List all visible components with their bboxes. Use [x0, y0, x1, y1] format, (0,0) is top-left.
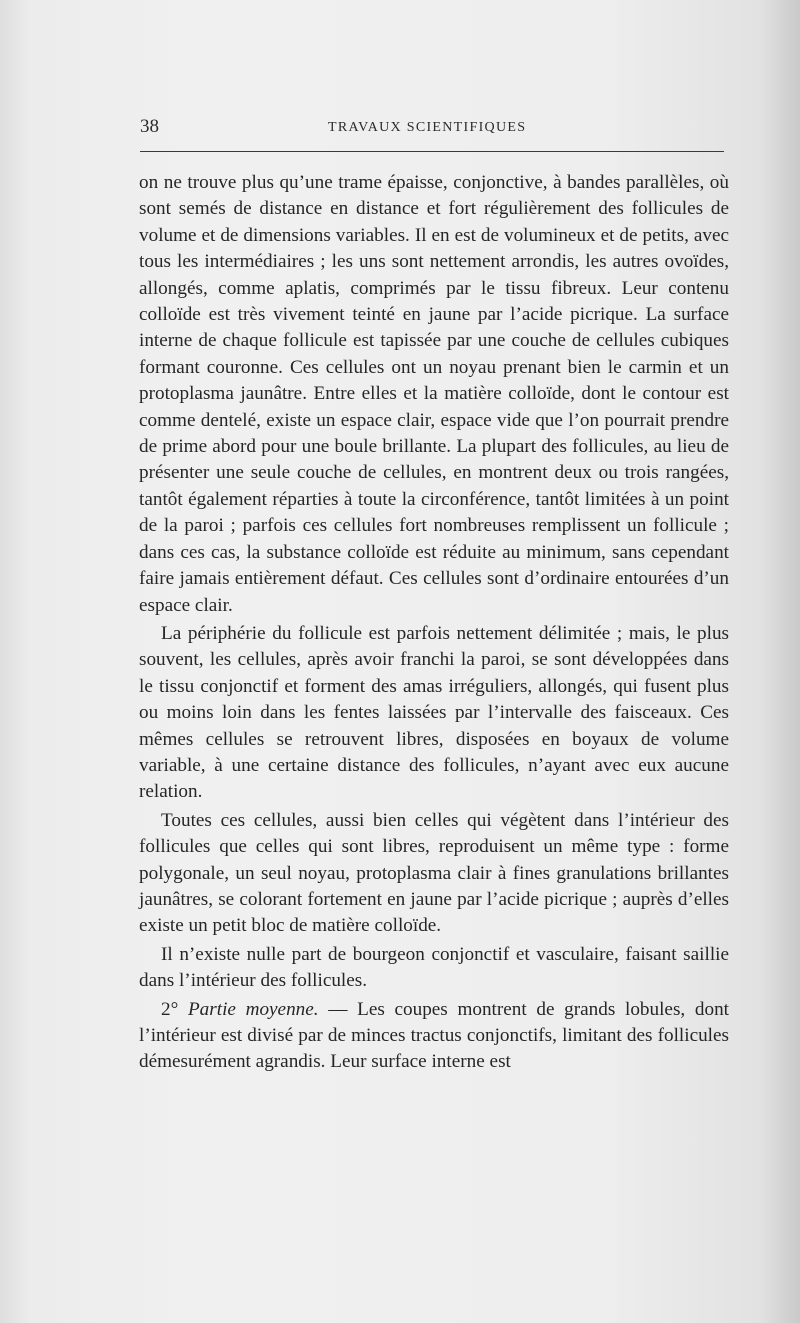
body-text: [139, 170, 729, 1076]
page-header: [140, 112, 725, 142]
paragraph: Toutes ces cellules, aussi bien celles qui végètent dans l’intérieur des follicules que celles qui sont libres, reproduisent un même type : forme polygonale, un seul noyau, protoplasma clair à fines granulations brillantes jaunâtres, se colorant fortement en jaune par l’acide picrique ; auprès d’elles existe un petit bloc de matière colloïde.: [139, 809, 729, 937]
header-rule: [140, 151, 724, 152]
running-title: TRAVAUX SCIENTIFIQUES: [328, 120, 527, 135]
paragraph: on ne trouve plus qu’une trame épaisse, conjonctive, à bandes parallèles, où sont semés de distance en distance et fort régulièrement des follicules de volume et de dimensions variables. Il en est de volumineux et de petits, avec tous les intermédiaires ; les uns sont nettement arrondis, les autres ovoïdes, allongés, comme aplatis, comprimés par le tissu fibreux. Leur contenu colloïde est très vivement teinté en jaune par l’acide picrique. La surface interne de chaque follicule est tapissée par une couche de cellules cubiques formant couronne. Ces cellules ont un noyau prenant bien le carmin et un protoplasma jaunâtre. Entre elles et la matière colloïde, dont le contour est comme dentelé, existe un espace clair, espace vide que l’on pourrait prendre de prime abord pour une boule brillante. La plupart des follicules, au lieu de présenter une seule couche de cellules, en montrent deux ou trois rangées, tantôt également réparties à toute la circonférence, tantôt limitées à un point de la paroi ; parfois ces cellules fort nombreuses remplissent un follicule ; dans ces cas, la substance colloïde est réduite au minimum, sans cependant faire jamais entièrement défaut. Ces cellules sont d’ordinaire entourées d’un espace clair.: [139, 172, 729, 616]
page-number: 38: [140, 116, 159, 137]
section-number: 2°: [161, 998, 179, 1020]
section-text: — Les coupes montrent de grands lobules, dont l’intérieur est divisé par de minces tractus conjonctifs, limitant des follicules démesurément agrandis. Leur surface interne est: [139, 998, 729, 1073]
paragraph-section-2: [139, 997, 729, 1076]
paragraph: La périphérie du follicule est parfois nettement délimitée ; mais, le plus souvent, les cellules, après avoir franchi la paroi, se sont développées dans le tissu conjonctif et forment des amas irréguliers, allongés, qui fusent plus ou moins loin dans les fentes laissées par l’intervalle des faisceaux. Ces mêmes cellules se retrouvent libres, disposées en boyaux de volume variable, à une certaine distance des follicules, n’ayant avec eux aucune relation.: [139, 622, 729, 803]
section-heading: Partie moyenne.: [187, 998, 319, 1020]
paragraph: Il n’existe nulle part de bourgeon conjonctif et vasculaire, faisant saillie dans l’intérieur des follicules.: [139, 943, 729, 992]
